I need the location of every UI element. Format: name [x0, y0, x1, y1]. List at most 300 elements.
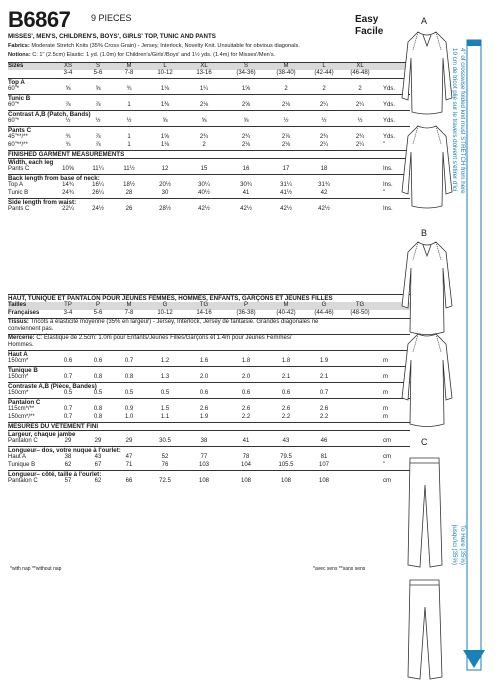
- fr-measure-cell: 29: [64, 438, 72, 444]
- en-measure-section-row: [8, 158, 410, 166]
- en-yardage-section-row: [8, 110, 410, 118]
- en-measure-cell: 14¾: [62, 182, 74, 188]
- en-measure-unit: ": [383, 190, 386, 196]
- fr-measure-row-label: Pantalon C: [8, 478, 38, 484]
- fr-size-range-cell: 7-8: [124, 310, 134, 316]
- en-measure-cell: 28: [125, 190, 133, 196]
- en-yardage-unit: Yds.: [383, 134, 396, 140]
- en-measure-cell: 42: [320, 190, 328, 196]
- en-measure-section-label: Back length from base of neck:: [8, 175, 100, 182]
- fr-measure-cell: 43: [282, 438, 290, 444]
- difficulty-level: [355, 14, 383, 38]
- fr-size-cell: P: [95, 302, 100, 308]
- fr-yardage-cell: 0.5: [124, 390, 134, 396]
- fr-measure-cell: 103: [198, 462, 209, 468]
- en-yardage-cell: ½: [95, 118, 101, 124]
- en-yardage-unit: ": [383, 142, 386, 148]
- fr-measure-section-label: Longueur– côté, taille à l'ourlet:: [8, 471, 102, 478]
- en-yardage-cell: ⅝: [95, 86, 101, 92]
- fr-yardage-section-row: [8, 398, 410, 406]
- fr-yardage-cell: 1.5: [160, 406, 170, 412]
- fr-size-range-cell: 14-16: [196, 310, 212, 316]
- fr-yardage-cell: 0.6: [241, 390, 251, 396]
- fr-measure-cell: 57: [64, 478, 72, 484]
- size-range-cell: (46-48): [350, 70, 370, 76]
- fr-measure-row-label: Pantalon C: [8, 438, 38, 444]
- en-measure-row-label: Pants C: [8, 166, 30, 172]
- fr-fabrics-body: Tricots à élasticité moyenne (35% en largeur) - Jersey, Interlock, Jersey de fantaisie. Grandes diagonales ne: [30, 319, 319, 325]
- pattern-code: B6867: [8, 7, 71, 32]
- fr-yardage-cell: 0.6: [281, 390, 291, 396]
- fr-measure-cell: 62: [64, 462, 72, 468]
- fr-yardage-data-row: [8, 406, 410, 414]
- en-measure-cell: 40½: [198, 190, 210, 196]
- fr-yardage-unit: m: [383, 406, 388, 412]
- view-label-c: C: [421, 437, 428, 447]
- en-yardage-data-row: [8, 142, 410, 150]
- size-range-cell: 13-16: [196, 70, 212, 76]
- stretch-to-en: To Here (35%): [459, 525, 466, 565]
- en-measure-row-label: Tunic B: [8, 190, 29, 196]
- fr-yardage-cell: 0.5: [93, 390, 103, 396]
- fr-yardage-unit: m: [383, 390, 388, 396]
- fr-measure-cell: 29: [94, 438, 102, 444]
- en-yardage-data-row: [8, 86, 410, 94]
- en-yardage-cell: ⅝: [243, 118, 249, 124]
- en-yardage-row-label: 60"*: [8, 102, 20, 108]
- fr-yardage-cell: 0.8: [93, 406, 103, 412]
- en-measure-cell: 16¼: [92, 182, 104, 188]
- notions-text: C: 1" (2.5cm) Elastic: 1 yd. (1.0m) for Children's/Girls'/Boys' and 1½ yds. (1.4m) for Misses'/Men's.: [32, 52, 276, 58]
- fr-yardage-cell: 1.2: [160, 358, 170, 364]
- fr-measure-cell: 79.5: [280, 454, 292, 460]
- en-yardage-cell: 2: [322, 86, 326, 92]
- fr-title-row: [8, 294, 410, 302]
- fr-measure-cell: 71: [125, 462, 133, 468]
- fr-yardage-cell: 1.0: [124, 414, 134, 420]
- fr-yardage-cell: 0.7: [63, 406, 73, 412]
- measurements-title-row: [8, 150, 410, 158]
- fr-sizes-label-2: Françaises: [8, 310, 40, 316]
- en-yardage-cell: 1: [127, 142, 131, 148]
- en-yardage-cell: ⅞: [95, 142, 101, 148]
- tunic-b-illustration: [398, 238, 456, 338]
- en-yardage-row-label: 60"**/**: [8, 142, 28, 148]
- en-yardage-data-row: [8, 102, 410, 110]
- fr-size-range-cell: (36-38): [236, 310, 256, 316]
- stretch-from-fr: 10 cm de tricot plié sur le travers doivent s'étirer d'ici: [451, 48, 459, 192]
- fr-yardage-cell: 0.7: [63, 414, 73, 420]
- fr-yardage-cell: 1.8: [241, 358, 251, 364]
- en-yardage-cell: 2¼: [319, 142, 329, 148]
- fr-measure-cell: 43: [94, 454, 102, 460]
- en-measure-cell: 18: [320, 166, 328, 172]
- fr-measure-cell: 29: [125, 438, 133, 444]
- stretch-from-text: [451, 48, 466, 194]
- fr-measure-unit: cm: [383, 454, 391, 460]
- en-yardage-cell: ½: [126, 118, 132, 124]
- notions-line: [8, 52, 275, 58]
- fr-size-range-cell: 10-12: [157, 310, 173, 316]
- en-yardage-cell: 1⅝: [160, 134, 170, 140]
- en-yardage-data-row: [8, 118, 410, 126]
- fr-measure-cell: 66: [125, 478, 133, 484]
- pants-c-illustration: [402, 455, 447, 570]
- en-measure-cell: 20½: [159, 182, 171, 188]
- en-measure-cell: 42½: [198, 206, 210, 212]
- en-yardage-cell: 2⅛: [281, 142, 291, 148]
- en-yardage-cell: ⅝: [65, 86, 71, 92]
- fr-yardage-cell: 1.9: [199, 414, 209, 420]
- en-measure-cell: 17: [282, 166, 290, 172]
- fr-yardage-cell: 1.9: [319, 358, 329, 364]
- size-range-cell: 10-12: [157, 70, 173, 76]
- en-yardage-cell: 1: [127, 102, 131, 108]
- fr-measure-data-row: [8, 454, 410, 462]
- fr-measure-data-row: [8, 478, 410, 486]
- en-yardage-cell: 1⅜: [160, 102, 170, 108]
- en-measure-unit: Ins.: [383, 206, 393, 212]
- fr-measure-cell: 108: [198, 478, 209, 484]
- en-yardage-cell: 2: [358, 86, 362, 92]
- fr-size-cell: TP: [64, 302, 72, 308]
- en-measure-cell: 28½: [159, 206, 171, 212]
- en-yardage-section-row: [8, 78, 410, 86]
- en-yardage-cell: ⅞: [95, 134, 101, 140]
- fr-yardage-cell: 2.2: [281, 414, 291, 420]
- en-yardage-row-label: 60"*: [8, 118, 20, 124]
- fr-measure-cell: 72.5: [159, 478, 171, 484]
- fr-yardage-section-row: [8, 366, 410, 374]
- en-yardage-cell: 1⅛: [160, 142, 170, 148]
- fr-yardage-section-label: Haut A: [8, 351, 28, 358]
- en-yardage-cell: 2⅞: [281, 134, 291, 140]
- fr-yardage-cell: 2.1: [319, 374, 329, 380]
- en-measure-section-label: Width, each leg: [8, 159, 54, 166]
- en-measure-unit: Ins.: [383, 182, 393, 188]
- fr-measure-section-row: [8, 446, 410, 454]
- en-measure-section-row: [8, 174, 410, 182]
- en-yardage-cell: 2⅝: [241, 102, 251, 108]
- en-measure-row-label: Top A: [8, 182, 24, 188]
- en-yardage-section-label: Pants C: [8, 127, 32, 134]
- size-cell: M: [283, 63, 289, 69]
- fr-size-cell: M: [126, 302, 132, 308]
- fr-fabrics-row: [8, 318, 410, 326]
- en-yardage-cell: ½: [65, 118, 71, 124]
- en-yardage-cell: ⅞: [65, 102, 71, 108]
- fr-yardage-data-row: [8, 374, 410, 382]
- en-yardage-cell: ½: [321, 118, 327, 124]
- fabrics-label: Fabrics:: [8, 43, 30, 49]
- fr-measure-unit: cm: [383, 438, 391, 444]
- en-measure-cell: 12: [161, 166, 169, 172]
- size-range-cell: (38-40): [276, 70, 296, 76]
- fr-size-cell: TG: [355, 302, 365, 308]
- fabrics-text: Moderate Stretch Knits (35% Cross Grain) - Jersey, Interlock, Novelty Knit. Unsuitable for obvious diagonals.: [31, 43, 300, 49]
- fr-measure-cell: 108: [318, 478, 329, 484]
- fr-fabrics-row-2: [8, 326, 410, 334]
- stretch-to-fr: jusqu'ici (35%): [451, 525, 459, 566]
- en-measure-cell: 15: [200, 166, 208, 172]
- footnote-fr: *avec sens **sans sens: [313, 566, 366, 572]
- en-measure-cell: 16: [242, 166, 250, 172]
- en-measure-data-row: [8, 182, 410, 190]
- fr-yardage-section-label: Tunique B: [8, 367, 38, 374]
- tunic-b-back-illustration: [398, 330, 456, 430]
- level-en: Easy: [355, 14, 379, 25]
- fr-yardage-cell: 2.2: [319, 414, 329, 420]
- en-yardage-unit: Yds.: [383, 118, 396, 124]
- size-cell: XL: [356, 63, 364, 69]
- fr-yardage-cell: 0.8: [93, 374, 103, 380]
- en-yardage-cell: ⅝: [162, 118, 168, 124]
- en-yardage-unit: Yds.: [383, 86, 396, 92]
- fr-measure-unit: cm: [383, 478, 391, 484]
- fr-measure-title: MESURES DU VÊTEMENT FINI: [8, 423, 99, 430]
- pants-c-back-illustration: [402, 577, 447, 681]
- fr-fabrics-label: Tissus:: [8, 319, 31, 325]
- en-yardage-cell: 2¾: [241, 134, 251, 140]
- size-cell: XL: [200, 63, 208, 69]
- en-measure-cell: 30¼: [198, 182, 210, 188]
- fr-sizes-label: Tailles: [8, 302, 27, 308]
- fr-measure-cell: 52: [161, 454, 169, 460]
- en-yardage-cell: 1⅝: [241, 86, 251, 92]
- en-yardage-row-label: 60"*: [8, 86, 20, 92]
- en-measure-section-label: Side length from waist:: [8, 199, 77, 206]
- sizes-label: Sizes: [8, 63, 24, 69]
- fr-yardage-cell: 0.7: [124, 358, 134, 364]
- fr-yardage-cell: 0.8: [124, 374, 134, 380]
- fr-yardage-unit: m: [383, 374, 388, 380]
- fr-yardage-cell: 2.6: [199, 406, 209, 412]
- fr-measure-row-label: Haut A: [8, 454, 27, 460]
- english-yardage-table: [8, 62, 410, 214]
- fr-measure-title-row: [8, 422, 410, 430]
- size-range-cell: (42-44): [314, 70, 334, 76]
- en-yardage-cell: 1⅛: [160, 86, 170, 92]
- en-yardage-cell: 2: [202, 142, 206, 148]
- fr-yardage-section-label: Contraste A,B (Pièce, Bandes): [8, 383, 97, 390]
- fr-measure-cell: 108: [280, 478, 291, 484]
- en-measure-cell: 41½: [280, 190, 292, 196]
- stretch-from-en: 4" of crosswise folded knit must STRETCH from here: [459, 48, 466, 194]
- size-cell: M: [126, 63, 132, 69]
- en-yardage-section-label: Top A: [8, 79, 25, 86]
- pieces-count: 9 PIECES: [91, 13, 132, 23]
- en-yardage-cell: ¾: [65, 134, 71, 140]
- fr-sizes-row: [8, 302, 410, 310]
- fr-measure-cell: 38: [200, 438, 208, 444]
- fr-measure-section-label: Longueur– dos, votre nuque à l'ourlet:: [8, 447, 121, 454]
- fr-yardage-cell: 0.6: [93, 358, 103, 364]
- fr-yardage-cell: 0.6: [63, 358, 73, 364]
- sizes-row-2: [8, 70, 410, 78]
- fr-yardage-cell: 1.1: [160, 414, 170, 420]
- en-yardage-section-label: Contrast A,B (Patch, Bands): [8, 111, 91, 118]
- fabrics-line: [8, 43, 300, 49]
- fr-yardage-cell: 2.1: [281, 374, 291, 380]
- fr-yardage-section-label: Pantalon C: [8, 399, 41, 406]
- fr-notions-label: Mercerie:: [8, 335, 37, 341]
- fr-fabrics-text: [8, 319, 318, 325]
- fr-yardage-cell: 1.8: [281, 358, 291, 364]
- fr-measure-cell: 76: [161, 462, 169, 468]
- fr-measure-cell: 41: [242, 438, 250, 444]
- fr-yardage-section-row: [8, 382, 410, 390]
- fr-yardage-row-label: 150cm*: [8, 358, 29, 364]
- en-yardage-cell: 2¼: [319, 102, 329, 108]
- fr-measure-data-row: [8, 462, 410, 470]
- en-measure-cell: 42½: [240, 206, 252, 212]
- fr-size-range-cell: 5-6: [93, 310, 103, 316]
- fr-yardage-cell: 2.2: [241, 414, 251, 420]
- en-measure-cell: 11¼: [92, 166, 104, 172]
- en-measure-section-row: [8, 198, 410, 206]
- fr-yardage-cell: 0.8: [93, 414, 103, 420]
- fr-measure-section-row: [8, 430, 410, 438]
- fr-yardage-cell: 0.6: [199, 390, 209, 396]
- fr-yardage-cell: 2.0: [199, 374, 209, 380]
- fr-yardage-section-row: [8, 350, 410, 358]
- en-yardage-cell: 2¾: [355, 134, 365, 140]
- fr-yardage-cell: 1.3: [160, 374, 170, 380]
- size-cell: L: [163, 63, 167, 69]
- fr-size-cell: TG: [199, 302, 209, 308]
- en-yardage-cell: 1¼: [199, 86, 209, 92]
- fr-title: HAUT, TUNIQUE ET PANTALON POUR JEUNES FEMMES, HOMMES, ENFANTS, GARÇONS ET JEUNES FILLES: [8, 295, 333, 302]
- en-measure-cell: 30¾: [240, 182, 252, 188]
- fr-yardage-data-row: [8, 390, 410, 398]
- en-yardage-cell: 2⅛: [281, 102, 291, 108]
- fr-yardage-row-label: 115cm*/**: [8, 406, 35, 412]
- fr-measure-cell: 46: [320, 438, 328, 444]
- fr-measure-cell: 104: [240, 462, 251, 468]
- en-yardage-cell: 2⅛: [241, 142, 251, 148]
- fr-size-range-cell: (40-42): [276, 310, 296, 316]
- en-yardage-cell: 1: [127, 134, 131, 140]
- fr-yardage-row-label: 150cm*/**: [8, 414, 35, 420]
- fr-yardage-unit: m: [383, 358, 388, 364]
- en-yardage-section-row: [8, 126, 410, 134]
- fr-size-cell: G: [321, 302, 327, 308]
- en-yardage-cell: ⅞: [95, 102, 101, 108]
- fr-size-range-cell: (48-50): [350, 310, 370, 316]
- fr-notions-body: C: Élastique de 2.5cm: 1.0m pour Enfants/Jeunes Filles/Garçons et 1.4m pour Jeunes Femmes/: [36, 335, 292, 341]
- fr-yardage-cell: 0.7: [63, 374, 73, 380]
- size-cell: XS: [63, 63, 72, 69]
- size-range-cell: 7-8: [124, 70, 134, 76]
- fr-measure-cell: 47: [125, 454, 133, 460]
- en-measure-cell: 31¾: [318, 182, 330, 188]
- fr-size-cell: M: [283, 302, 289, 308]
- en-measure-cell: 31¼: [280, 182, 292, 188]
- en-measure-data-row: [8, 166, 410, 174]
- size-range-cell: 3-4: [63, 70, 73, 76]
- fr-size-range-cell: 3-4: [63, 310, 73, 316]
- size-range-cell: (34-36): [236, 70, 256, 76]
- view-label-b: B: [421, 228, 428, 238]
- fr-measure-cell: 67: [94, 462, 102, 468]
- en-yardage-cell: 2¾: [199, 134, 209, 140]
- fr-size-cell: P: [243, 302, 248, 308]
- en-yardage-cell: 2¾: [319, 134, 329, 140]
- en-measure-cell: 18½: [123, 182, 135, 188]
- en-yardage-cell: 2¼: [355, 142, 365, 148]
- notions-label: Notions:: [8, 52, 31, 58]
- en-measure-cell: 26¼: [92, 190, 104, 196]
- fr-measure-section-label: Largeur, chaque jambe: [8, 431, 76, 438]
- en-measure-unit: Ins.: [383, 166, 393, 172]
- en-yardage-cell: ⅝: [201, 118, 207, 124]
- fr-measure-section-row: [8, 470, 410, 478]
- fr-measure-cell: 78: [242, 454, 250, 460]
- en-measure-cell: 24½: [92, 206, 104, 212]
- en-measure-data-row: [8, 206, 410, 214]
- fr-yardage-cell: 0.5: [63, 390, 73, 396]
- fr-measure-cell: 81: [320, 454, 328, 460]
- size-cell: S: [243, 63, 248, 69]
- en-measure-cell: 30: [161, 190, 169, 196]
- stretch-to-text: [451, 525, 466, 565]
- fr-yardage-cell: 2.0: [241, 374, 251, 380]
- fr-yardage-data-row: [8, 414, 410, 422]
- en-yardage-cell: 2¼: [355, 102, 365, 108]
- measurements-title: FINISHED GARMENT MEASUREMENTS: [8, 151, 125, 158]
- fr-measure-cell: 38: [64, 454, 72, 460]
- fr-notions-text: [8, 335, 291, 341]
- top-a-illustration: [398, 28, 456, 116]
- fr-measure-cell: 77: [200, 454, 208, 460]
- en-measure-cell: 24¾: [62, 190, 74, 196]
- en-yardage-cell: 2⅛: [199, 102, 209, 108]
- size-cell: S: [95, 63, 100, 69]
- en-measure-row-label: Pants C: [8, 206, 30, 212]
- en-measure-cell: 10⅝: [62, 166, 74, 172]
- pattern-title: MISSES', MEN'S, CHILDREN'S, BOYS', GIRLS' TOP, TUNIC AND PANTS: [8, 33, 216, 40]
- fr-yardage-cell: 0.9: [124, 406, 134, 412]
- fr-notions-body-2: Hommes.: [8, 342, 34, 348]
- en-yardage-row-label: 45"**/**: [8, 134, 28, 140]
- fr-measure-cell: 30.5: [159, 438, 171, 444]
- en-yardage-data-row: [8, 134, 410, 142]
- top-a-back-illustration: [398, 122, 456, 210]
- en-measure-cell: 41: [242, 190, 250, 196]
- en-measure-cell: 22¼: [62, 206, 74, 212]
- fr-size-cell: G: [162, 302, 168, 308]
- en-yardage-unit: Yds.: [383, 102, 396, 108]
- sizes-row: [8, 62, 410, 70]
- en-measure-cell: 11½: [123, 166, 135, 172]
- fr-measure-unit: ": [383, 462, 386, 468]
- fr-measure-cell: 62: [94, 478, 102, 484]
- fr-measure-cell: 107: [318, 462, 329, 468]
- fr-yardage-row-label: 150cm*: [8, 374, 29, 380]
- french-section: [8, 294, 410, 486]
- fr-yardage-cell: 2.6: [241, 406, 251, 412]
- en-measure-data-row: [8, 190, 410, 198]
- en-measure-cell: 42½: [280, 206, 292, 212]
- en-yardage-cell: ¾: [126, 86, 132, 92]
- fr-measure-data-row: [8, 438, 410, 446]
- fr-notions-row-2: [8, 342, 410, 350]
- size-range-cell: 5-6: [93, 70, 103, 76]
- fr-sizes-row-2: [8, 310, 410, 318]
- fr-yardage-cell: 1.6: [199, 358, 209, 364]
- fr-yardage-cell: 0.7: [319, 390, 329, 396]
- fr-notions-row: [8, 334, 410, 342]
